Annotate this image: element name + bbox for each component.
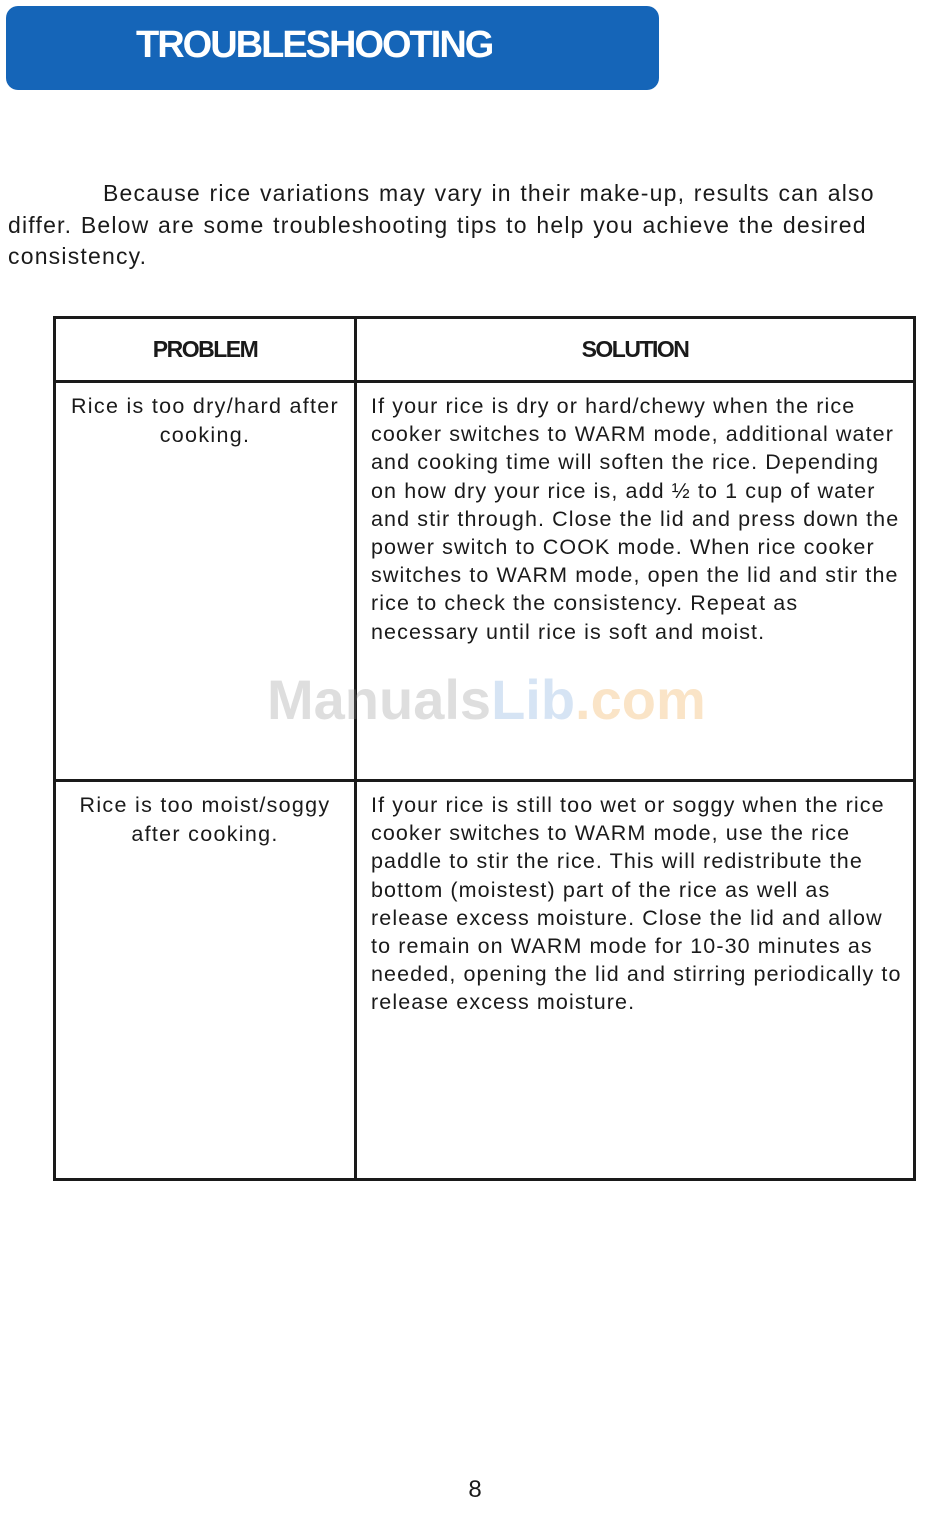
manualslib-watermark	[267, 668, 706, 731]
watermark-part-lib: Lib	[491, 668, 576, 731]
table-row	[55, 781, 915, 1180]
intro-paragraph: Because rice variations may vary in their make-up, results can also differ. Below are some troubleshooting tips to help you achieve the desired consistency.	[8, 180, 875, 269]
section-header-banner	[6, 6, 659, 90]
solution-cell: If your rice is still too wet or soggy when the rice cooker switches to WARM mode, use the rice paddle to stir the rice. This will redistribute the bottom (moistest) part of the rice as well as release excess moisture. Close the lid and allow to remain on WARM mode for 10-30 minutes as needed, opening the lid and stirring periodically to release excess moisture.	[356, 781, 915, 1180]
section-title: TROUBLESHOOTING	[136, 24, 493, 66]
table-header-row	[55, 318, 915, 382]
problem-column-header: PROBLEM	[55, 318, 356, 382]
solution-cell: If your rice is dry or hard/chewy when the rice cooker switches to WARM mode, additional water and cooking time will soften the rice. Depending on how dry your rice is, add ½ to 1 cup of water and stir through. Close the lid and press down the power switch to COOK mode. When rice cooker switches to WARM mode, open the lid and stir the rice to check the consistency. Repeat as necessary until rice is soft and moist.	[356, 382, 915, 781]
page-number: 8	[468, 1476, 482, 1503]
watermark-part-manuals: Manuals	[267, 668, 492, 731]
watermark-part-com: .com	[575, 668, 706, 731]
troubleshooting-table	[53, 316, 916, 1181]
problem-cell: Rice is too dry/hard after cooking.	[55, 382, 356, 781]
problem-cell: Rice is too moist/soggy after cooking.	[55, 781, 356, 1180]
solution-column-header: SOLUTION	[356, 318, 915, 382]
